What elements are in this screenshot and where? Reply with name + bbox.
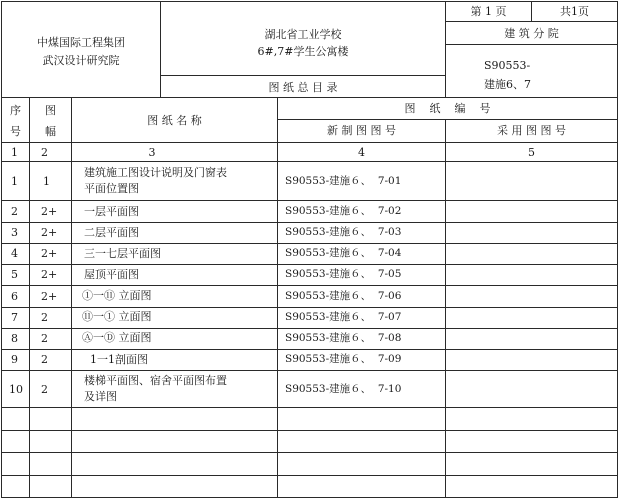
row-format: 2 [41,332,48,345]
row-code: S90553-建施６、 7-10 [285,383,402,395]
col-divider-code [445,119,446,498]
row-name: 平面位置图 [84,182,139,195]
row-seq: 2 [11,205,18,218]
row-rule [1,328,618,329]
col-number: 3 [148,146,156,159]
row-rule [1,430,618,431]
row-rule [1,407,618,408]
row-code: S90553-建施６、 7-06 [285,290,402,302]
row-name: 一层平面图 [84,205,139,218]
row-name: Ⓐ一Ⓓ 立面图 [82,331,152,344]
row-rule [1,452,618,453]
col-rule-data-start [1,161,618,162]
col-rule-numbers [1,142,618,143]
row-name: 三一七层平面图 [84,247,161,260]
frame-top [1,1,618,2]
row-format: 2+ [41,290,58,303]
row-name: 二层平面图 [84,226,139,239]
row-rule [1,285,618,286]
row-seq: 9 [11,353,18,366]
row-format: 2 [41,353,48,366]
row-name: ⑪一① 立面图 [82,310,152,323]
row-format: 2+ [41,247,58,260]
header-rule-page [445,21,618,22]
row-rule [1,307,618,308]
row-format: 2+ [41,226,58,239]
row-name: 1一1剖面图 [90,353,148,366]
col-rule-sub [277,119,618,120]
col-new-code-label: 新 制 图 图 号 [327,124,396,137]
col-divider-seq [29,97,30,498]
col-format-label: 幅 [45,125,56,138]
row-seq: 8 [11,332,18,345]
row-rule [1,243,618,244]
row-code: S90553-建施６、 7-02 [285,205,402,217]
col-seq-label: 号 [10,125,21,138]
header-rule-bottom [1,97,618,98]
row-name: ①一⑪ 立面图 [82,289,152,302]
row-format: 1 [43,175,50,188]
row-code: S90553-建施６、 7-04 [285,247,402,259]
row-code: S90553-建施６、 7-09 [285,353,402,365]
row-format: 2 [41,383,48,396]
col-format-label: 图 [45,104,56,117]
header-rule-dept [445,44,618,45]
col-name-label: 图 纸 名 称 [147,114,202,127]
row-format: 2+ [41,205,58,218]
frame-bottom [1,497,618,498]
row-format: 2 [41,311,48,324]
row-seq: 3 [11,226,18,239]
row-rule [1,222,618,223]
project-name-line1: 湖北省工业学校 [264,28,342,41]
row-code: S90553-建施６、 7-08 [285,332,402,344]
page-number: 第 1 页 [470,5,507,18]
row-name: 建筑施工图设计说明及门窗表 [84,166,227,179]
col-number: 2 [41,146,48,159]
sheet-title: 图 纸 总 目 录 [268,81,338,94]
col-used-code-label: 采 用 图 图 号 [497,124,566,137]
frame-left [1,1,2,498]
drawing-code-line1: S90553- [484,59,531,72]
row-rule [1,264,618,265]
row-seq: 10 [9,383,23,396]
row-seq: 1 [11,175,18,188]
frame-right [617,1,618,498]
page-total: 共1页 [560,5,589,18]
row-code: S90553-建施６、 7-03 [285,226,402,238]
col-code-group-label: 图 纸 编 号 [404,102,491,115]
row-rule [1,200,618,201]
row-seq: 5 [11,268,18,281]
col-number: 4 [358,146,365,159]
row-code: S90553-建施６、 7-07 [285,311,402,323]
row-name: 屋顶平面图 [84,268,139,281]
col-seq-label: 序 [10,104,21,117]
row-seq: 6 [11,290,18,303]
col-number: 1 [11,146,18,159]
row-seq: 4 [11,247,18,260]
department: 建 筑 分 院 [504,27,559,40]
row-code: S90553-建施６、 7-01 [285,175,402,187]
row-seq: 7 [11,311,18,324]
header-rule-title [160,75,446,76]
row-rule [1,349,618,350]
col-number: 5 [528,146,535,159]
row-rule [1,370,618,371]
project-name-line2: 6#,7#学生公寓楼 [257,45,349,58]
row-code: S90553-建施６、 7-05 [285,268,402,280]
row-name: 及详图 [84,390,117,403]
org-name-line1: 中煤国际工程集团 [37,36,125,49]
row-rule [1,475,618,476]
org-name-line2: 武汉设计研究院 [42,54,120,67]
row-format: 2+ [41,268,58,281]
drawing-code-line2: 建施6、7 [484,78,531,91]
row-name: 楼梯平面图、宿舍平面图布置 [84,374,227,387]
